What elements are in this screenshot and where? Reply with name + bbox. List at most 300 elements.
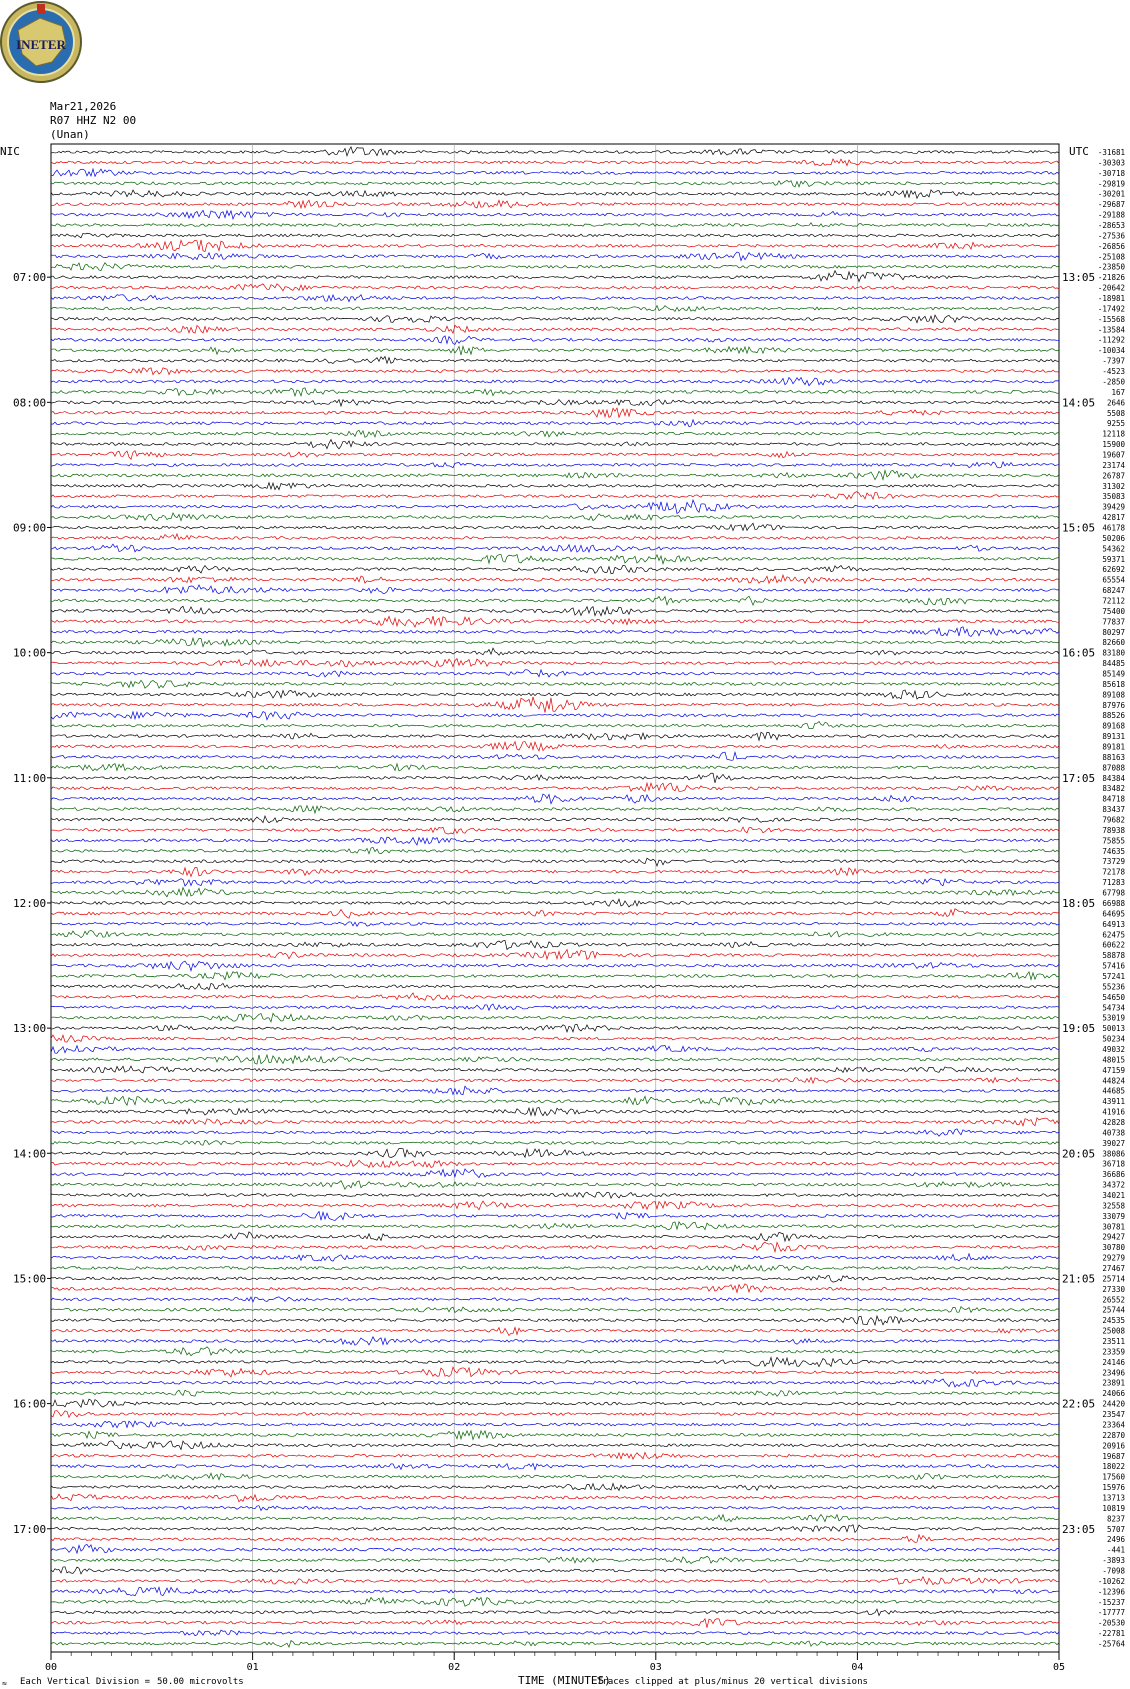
trace-offset-label: 72112 xyxy=(1102,596,1125,606)
trace-offset-label: 48015 xyxy=(1102,1055,1125,1065)
seismic-trace xyxy=(51,440,1059,449)
logo-text: INETER xyxy=(16,37,66,52)
seismic-trace xyxy=(51,1357,1059,1366)
left-time-label: 08:00 xyxy=(13,396,47,410)
seismic-trace xyxy=(51,147,1059,156)
left-time-label: 13:00 xyxy=(13,1022,47,1036)
seismic-trace xyxy=(51,585,1059,594)
seismic-trace xyxy=(51,1129,1059,1136)
trace-offset-label: 29279 xyxy=(1102,1253,1125,1263)
trace-offset-label: 42828 xyxy=(1102,1117,1125,1127)
seismic-trace xyxy=(51,1316,1059,1325)
right-time-label: 18:05 xyxy=(1062,896,1096,910)
seismic-trace xyxy=(51,1307,1059,1313)
trace-offset-label: 19607 xyxy=(1102,450,1125,460)
seismic-trace xyxy=(51,1066,1059,1073)
seismic-trace xyxy=(51,1024,1059,1032)
seismic-trace xyxy=(51,1284,1059,1293)
seismic-trace xyxy=(51,1096,1059,1105)
trace-offset-label: 58878 xyxy=(1102,951,1125,961)
seismic-trace xyxy=(51,1140,1059,1145)
trace-offset-label: 23511 xyxy=(1102,1337,1125,1347)
seismic-trace xyxy=(51,462,1059,468)
seismic-trace xyxy=(51,1556,1059,1563)
seismic-trace xyxy=(51,1399,1059,1407)
trace-offset-label: 23174 xyxy=(1102,460,1125,470)
seismic-trace xyxy=(51,806,1059,814)
trace-offset-label: 85618 xyxy=(1102,679,1125,689)
left-time-label: 12:00 xyxy=(13,896,47,910)
seismic-trace xyxy=(51,271,1059,282)
seismic-trace xyxy=(51,1275,1059,1282)
trace-offset-label: 71283 xyxy=(1102,878,1125,888)
trace-offset-label: -13584 xyxy=(1097,325,1125,335)
trace-offset-label: -10262 xyxy=(1097,1576,1125,1586)
trace-offset-label: 50206 xyxy=(1102,533,1125,543)
seismic-trace xyxy=(51,783,1059,791)
trace-offset-label: 85149 xyxy=(1102,669,1125,679)
trace-offset-label: -30303 xyxy=(1097,158,1125,168)
seismic-trace xyxy=(51,1431,1059,1440)
trace-offset-label: 9255 xyxy=(1106,419,1125,429)
right-time-label: 14:05 xyxy=(1062,396,1096,410)
seismic-trace xyxy=(51,1525,1059,1533)
trace-offset-label: 38086 xyxy=(1102,1149,1125,1159)
seismic-trace xyxy=(51,1463,1059,1469)
trace-offset-label: 2646 xyxy=(1106,398,1125,408)
seismic-trace xyxy=(51,325,1059,333)
left-time-label: 16:00 xyxy=(13,1397,47,1411)
trace-offset-label: -27536 xyxy=(1097,231,1125,241)
trace-offset-label: 12118 xyxy=(1102,429,1125,439)
seismic-trace xyxy=(51,430,1059,437)
trace-offset-label: 64695 xyxy=(1102,909,1125,919)
trace-offset-label: 167 xyxy=(1111,387,1125,397)
seismic-trace xyxy=(51,500,1059,514)
trace-offset-label: -7397 xyxy=(1102,356,1125,366)
seismic-trace xyxy=(51,1265,1059,1271)
trace-offset-label: 43911 xyxy=(1102,1097,1125,1107)
trace-offset-label: -17777 xyxy=(1097,1608,1125,1618)
trace-offset-label: 57241 xyxy=(1102,971,1125,981)
seismic-trace xyxy=(51,764,1059,771)
seismic-trace xyxy=(51,1619,1059,1628)
trace-offset-label: 24066 xyxy=(1102,1389,1125,1399)
trace-offset-label: 59371 xyxy=(1102,554,1125,564)
seismic-trace xyxy=(51,1201,1059,1210)
seismic-trace xyxy=(51,690,1059,699)
date-label: Mar21,2026 xyxy=(50,100,117,113)
trace-offset-label: 50234 xyxy=(1102,1034,1125,1044)
seismic-trace xyxy=(51,1473,1059,1480)
seismic-trace xyxy=(51,1567,1059,1574)
seismic-trace xyxy=(51,1587,1059,1596)
left-time-label: 15:00 xyxy=(13,1272,47,1286)
trace-offset-label: 68247 xyxy=(1102,586,1125,596)
seismic-trace xyxy=(51,742,1059,751)
seismic-trace xyxy=(51,534,1059,540)
trace-offset-label: 29427 xyxy=(1102,1232,1125,1242)
trace-offset-label: 78938 xyxy=(1102,825,1125,835)
trace-offset-label: -28653 xyxy=(1097,221,1125,231)
trace-offset-label: 25008 xyxy=(1102,1326,1125,1336)
right-time-label: 17:05 xyxy=(1062,771,1096,785)
trace-offset-label: 24146 xyxy=(1102,1357,1125,1367)
trace-offset-label: 79682 xyxy=(1102,815,1125,825)
seismic-trace xyxy=(51,1013,1059,1021)
x-axis-label: TIME (MINUTES) xyxy=(518,1674,611,1687)
trace-offset-labels xyxy=(1098,148,1126,1648)
seismic-trace xyxy=(51,1254,1059,1261)
trace-offset-label: -3893 xyxy=(1102,1556,1125,1566)
seismic-trace xyxy=(51,972,1059,980)
trace-offset-label: 42817 xyxy=(1102,513,1125,523)
trace-offset-label: 40738 xyxy=(1102,1128,1125,1138)
trace-offset-label: -20530 xyxy=(1097,1618,1125,1628)
trace-offset-label: 82660 xyxy=(1102,638,1125,648)
seismic-trace xyxy=(51,1004,1059,1010)
trace-offset-label: 32558 xyxy=(1102,1201,1125,1211)
left-time-label: 11:00 xyxy=(13,771,47,785)
seismic-trace xyxy=(51,1609,1059,1615)
seismic-trace xyxy=(51,1327,1059,1335)
trace-offset-label: 84718 xyxy=(1102,794,1125,804)
trace-offset-label: 36686 xyxy=(1102,1170,1125,1180)
x-tick-label: 03 xyxy=(649,1662,662,1673)
seismic-trace xyxy=(51,388,1059,396)
trace-offset-label: 34372 xyxy=(1102,1180,1125,1190)
trace-offset-label: 64913 xyxy=(1102,919,1125,929)
seismic-trace xyxy=(51,993,1059,1000)
trace-offset-label: 20916 xyxy=(1102,1441,1125,1451)
seismic-trace xyxy=(51,596,1059,605)
left-time-labels xyxy=(13,271,51,1536)
trace-offset-label: 60622 xyxy=(1102,940,1125,950)
right-time-label: 16:05 xyxy=(1062,646,1096,660)
seismic-trace xyxy=(51,233,1059,238)
seismic-trace xyxy=(51,483,1059,490)
seismic-trace xyxy=(51,837,1059,845)
trace-offset-label: 23547 xyxy=(1102,1410,1125,1420)
trace-offset-label: -441 xyxy=(1106,1545,1125,1555)
seismic-trace xyxy=(51,346,1059,355)
trace-offset-label: 25744 xyxy=(1102,1305,1125,1315)
trace-offset-label: 27467 xyxy=(1102,1264,1125,1274)
trace-offset-label: 84384 xyxy=(1102,773,1125,783)
seismic-trace xyxy=(51,940,1059,949)
x-tick-label: 01 xyxy=(246,1662,259,1673)
trace-offset-label: 2496 xyxy=(1106,1535,1125,1545)
seismic-trace xyxy=(51,983,1059,990)
seismic-trace xyxy=(51,1347,1059,1356)
seismic-trace xyxy=(51,565,1059,573)
trace-offset-label: 66988 xyxy=(1102,898,1125,908)
trace-offset-label: 44824 xyxy=(1102,1076,1125,1086)
trace-offset-label: 88526 xyxy=(1102,711,1125,721)
seismic-trace xyxy=(51,816,1059,823)
trace-offset-label: -25108 xyxy=(1097,252,1125,262)
trace-offset-label: -25764 xyxy=(1097,1639,1125,1649)
trace-offset-label: 17560 xyxy=(1102,1472,1125,1482)
seismic-trace xyxy=(51,1211,1059,1220)
trace-offset-label: 5508 xyxy=(1106,408,1125,418)
seismic-trace xyxy=(51,1232,1059,1241)
trace-offset-label: 30781 xyxy=(1102,1222,1125,1232)
seismic-trace xyxy=(51,1506,1059,1511)
footer-scale-value: 50.00 microvolts xyxy=(157,1677,244,1687)
seismic-trace xyxy=(51,1222,1059,1230)
seismic-trace xyxy=(51,1192,1059,1198)
seismic-trace xyxy=(51,306,1059,312)
seismic-trace xyxy=(51,1453,1059,1460)
seismic-trace xyxy=(51,879,1059,886)
seismic-trace xyxy=(51,1514,1059,1521)
trace-offset-label: -2850 xyxy=(1102,377,1125,387)
trace-offset-label: 54734 xyxy=(1102,1003,1125,1013)
seismic-trace xyxy=(51,240,1059,252)
seismic-trace xyxy=(51,357,1059,364)
seismic-trace xyxy=(51,284,1059,291)
left-timezone-label: NIC xyxy=(0,145,20,158)
trace-offset-label: 74635 xyxy=(1102,846,1125,856)
trace-offset-label: 89108 xyxy=(1102,690,1125,700)
trace-offset-label: 39027 xyxy=(1102,1138,1125,1148)
seismic-trace xyxy=(51,1535,1059,1543)
right-time-label: 13:05 xyxy=(1062,271,1096,285)
station-label: R07 HHZ N2 00 xyxy=(50,114,137,127)
seismic-trace xyxy=(51,868,1059,877)
trace-offset-label: 80297 xyxy=(1102,627,1125,637)
seismic-trace xyxy=(51,1046,1059,1054)
seismic-trace xyxy=(51,931,1059,938)
trace-offset-label: 89131 xyxy=(1102,732,1125,742)
seismic-trace xyxy=(51,1077,1059,1083)
trace-offset-label: 25714 xyxy=(1102,1274,1125,1284)
seismic-trace xyxy=(51,1421,1059,1428)
seismic-trace xyxy=(51,575,1059,583)
trace-offset-label: -29188 xyxy=(1097,210,1125,220)
trace-offset-label: 36718 xyxy=(1102,1159,1125,1169)
trace-offset-label: 24535 xyxy=(1102,1316,1125,1326)
trace-offset-label: 30780 xyxy=(1102,1243,1125,1253)
seismic-trace xyxy=(51,523,1059,530)
trace-offset-label: -4523 xyxy=(1102,367,1125,377)
trace-offset-label: 19687 xyxy=(1102,1451,1125,1461)
seismic-trace xyxy=(51,1086,1059,1094)
seismic-trace xyxy=(51,1108,1059,1116)
trace-offset-label: -12396 xyxy=(1097,1587,1125,1597)
trace-offset-label: -11292 xyxy=(1097,335,1125,345)
trace-offset-label: 83482 xyxy=(1102,784,1125,794)
trace-offset-label: 10819 xyxy=(1102,1503,1125,1513)
plot-frame xyxy=(51,144,1059,1652)
seismic-trace xyxy=(51,378,1059,386)
trace-offset-label: 23359 xyxy=(1102,1347,1125,1357)
seismic-trace xyxy=(51,315,1059,323)
trace-offset-label: -30718 xyxy=(1097,168,1125,178)
seismic-trace xyxy=(51,1577,1059,1585)
seismic-trace xyxy=(51,858,1059,866)
seismic-trace xyxy=(51,697,1059,713)
seismic-trace xyxy=(51,1297,1059,1302)
trace-offset-label: 24420 xyxy=(1102,1399,1125,1409)
footer-clip-note: Traces clipped at plus/minus 20 vertical divisions xyxy=(597,1677,868,1687)
seismic-trace xyxy=(51,1148,1059,1157)
seismic-trace xyxy=(51,1494,1059,1502)
seismic-trace xyxy=(51,732,1059,740)
trace-offset-label: -15568 xyxy=(1097,314,1125,324)
seismic-trace xyxy=(51,794,1059,804)
trace-offset-label: 88163 xyxy=(1102,752,1125,762)
seismic-trace xyxy=(51,180,1059,187)
seismic-trace xyxy=(51,1640,1059,1647)
seismic-trace xyxy=(51,451,1059,460)
left-time-label: 09:00 xyxy=(13,521,47,535)
trace-offset-label: -31681 xyxy=(1097,148,1125,157)
right-timezone-label: UTC xyxy=(1069,145,1089,158)
seismic-trace xyxy=(51,680,1059,688)
trace-offset-label: 49032 xyxy=(1102,1044,1125,1054)
trace-offset-label: 15976 xyxy=(1102,1483,1125,1493)
trace-offset-label: 5707 xyxy=(1106,1524,1125,1534)
seismic-trace xyxy=(51,513,1059,521)
trace-offset-label: -26856 xyxy=(1097,241,1125,251)
seismic-trace xyxy=(51,616,1059,627)
right-time-label: 19:05 xyxy=(1062,1022,1096,1036)
trace-offset-label: 35083 xyxy=(1102,492,1125,502)
trace-offset-label: 84485 xyxy=(1102,659,1125,669)
seismic-trace xyxy=(51,492,1059,499)
seismic-trace xyxy=(51,252,1059,261)
right-time-label: 22:05 xyxy=(1062,1397,1096,1411)
trace-offset-label: -15237 xyxy=(1097,1597,1125,1607)
right-time-label: 15:05 xyxy=(1062,521,1096,535)
trace-offset-label: 87088 xyxy=(1102,763,1125,773)
trace-offset-label: 89181 xyxy=(1102,742,1125,752)
seismic-trace xyxy=(51,1160,1059,1167)
seismic-trace xyxy=(51,1337,1059,1345)
trace-offset-label: 83180 xyxy=(1102,648,1125,658)
trace-offset-label: 26552 xyxy=(1102,1295,1125,1305)
trace-offset-label: 83437 xyxy=(1102,805,1125,815)
seismic-trace xyxy=(51,169,1059,176)
seismic-trace xyxy=(51,1035,1059,1042)
left-time-label: 14:00 xyxy=(13,1147,47,1161)
trace-offset-label: 53019 xyxy=(1102,1013,1125,1023)
seismic-trace xyxy=(51,606,1059,615)
x-tick-label: 04 xyxy=(851,1662,864,1673)
seismic-trace xyxy=(51,263,1059,271)
trace-offset-label: 31302 xyxy=(1102,481,1125,491)
x-tick-label: 00 xyxy=(44,1662,58,1673)
trace-offset-label: -7098 xyxy=(1102,1566,1125,1576)
trace-offset-label: 89168 xyxy=(1102,721,1125,731)
trace-offset-label: 75400 xyxy=(1102,606,1125,616)
trace-offset-label: 55236 xyxy=(1102,982,1125,992)
trace-offset-label: 65554 xyxy=(1102,575,1125,585)
trace-offset-label: 50013 xyxy=(1102,1024,1125,1034)
right-time-labels xyxy=(1062,271,1095,1536)
seismic-trace xyxy=(51,1169,1059,1178)
seismic-trace xyxy=(51,1055,1059,1064)
seismic-trace xyxy=(51,712,1059,720)
seismic-trace xyxy=(51,961,1059,971)
x-tick-label: 05 xyxy=(1052,1662,1066,1673)
trace-offset-label: 46178 xyxy=(1102,523,1125,533)
right-time-label: 20:05 xyxy=(1062,1147,1096,1161)
seismic-trace xyxy=(51,638,1059,647)
trace-offset-label: 67798 xyxy=(1102,888,1125,898)
trace-offset-label: 23496 xyxy=(1102,1368,1125,1378)
trace-offset-label: 41916 xyxy=(1102,1107,1125,1117)
left-time-label: 10:00 xyxy=(13,646,47,660)
seismic-trace xyxy=(51,408,1059,417)
x-tick-label: 02 xyxy=(448,1662,461,1673)
seismic-trace xyxy=(51,899,1059,907)
seismic-trace xyxy=(51,1181,1059,1190)
seismic-trace xyxy=(51,847,1059,853)
seismic-trace xyxy=(51,648,1059,655)
trace-offset-label: -29819 xyxy=(1097,179,1125,189)
seismic-trace xyxy=(51,1441,1059,1450)
trace-offset-label: 33079 xyxy=(1102,1211,1125,1221)
seismic-trace xyxy=(51,336,1059,345)
seismic-trace xyxy=(51,950,1059,960)
left-time-label: 07:00 xyxy=(13,271,47,285)
seismic-trace xyxy=(51,670,1059,677)
trace-offset-label: 57416 xyxy=(1102,961,1125,971)
seismic-trace xyxy=(51,368,1059,375)
trace-offset-label: 18022 xyxy=(1102,1462,1125,1472)
trace-offset-label: 73729 xyxy=(1102,857,1125,867)
seismic-trace xyxy=(51,909,1059,918)
seismic-trace xyxy=(51,1118,1059,1126)
seismic-trace xyxy=(51,190,1059,199)
trace-offset-label: 27330 xyxy=(1102,1284,1125,1294)
seismic-trace xyxy=(51,420,1059,427)
seismic-trace xyxy=(51,1242,1059,1252)
seismic-trace xyxy=(51,888,1059,897)
footer-scale-label: Each Vertical Division = xyxy=(20,1677,151,1687)
trace-offset-label: -18981 xyxy=(1097,294,1125,304)
seismic-trace xyxy=(51,627,1059,637)
trace-group xyxy=(51,147,1059,1647)
seismic-trace xyxy=(51,1411,1059,1418)
trace-offset-label: 62475 xyxy=(1102,930,1125,940)
seismic-trace xyxy=(51,295,1059,302)
trace-offset-label: 23364 xyxy=(1102,1420,1125,1430)
trace-offset-label: -20642 xyxy=(1097,283,1125,293)
trace-offset-label: 72178 xyxy=(1102,867,1125,877)
trace-offset-label: 44685 xyxy=(1102,1086,1125,1096)
right-time-label: 23:05 xyxy=(1062,1522,1096,1536)
seismic-trace xyxy=(51,827,1059,834)
seismic-trace xyxy=(51,544,1059,552)
trace-offset-label: 39429 xyxy=(1102,502,1125,512)
trace-offset-label: -21826 xyxy=(1097,273,1125,283)
trace-offset-label: 23891 xyxy=(1102,1378,1125,1388)
trace-offset-label: 34021 xyxy=(1102,1191,1125,1200)
trace-offset-label: -30201 xyxy=(1097,189,1125,199)
trace-offset-label: 15900 xyxy=(1102,440,1125,450)
seismic-trace xyxy=(51,200,1059,208)
trace-offset-label: 62692 xyxy=(1102,565,1125,575)
seismic-trace xyxy=(51,470,1059,479)
trace-offset-label: 87976 xyxy=(1102,700,1125,710)
x-axis-ticks xyxy=(45,1652,1065,1673)
seismic-trace xyxy=(51,922,1059,926)
seismic-trace xyxy=(51,659,1059,667)
